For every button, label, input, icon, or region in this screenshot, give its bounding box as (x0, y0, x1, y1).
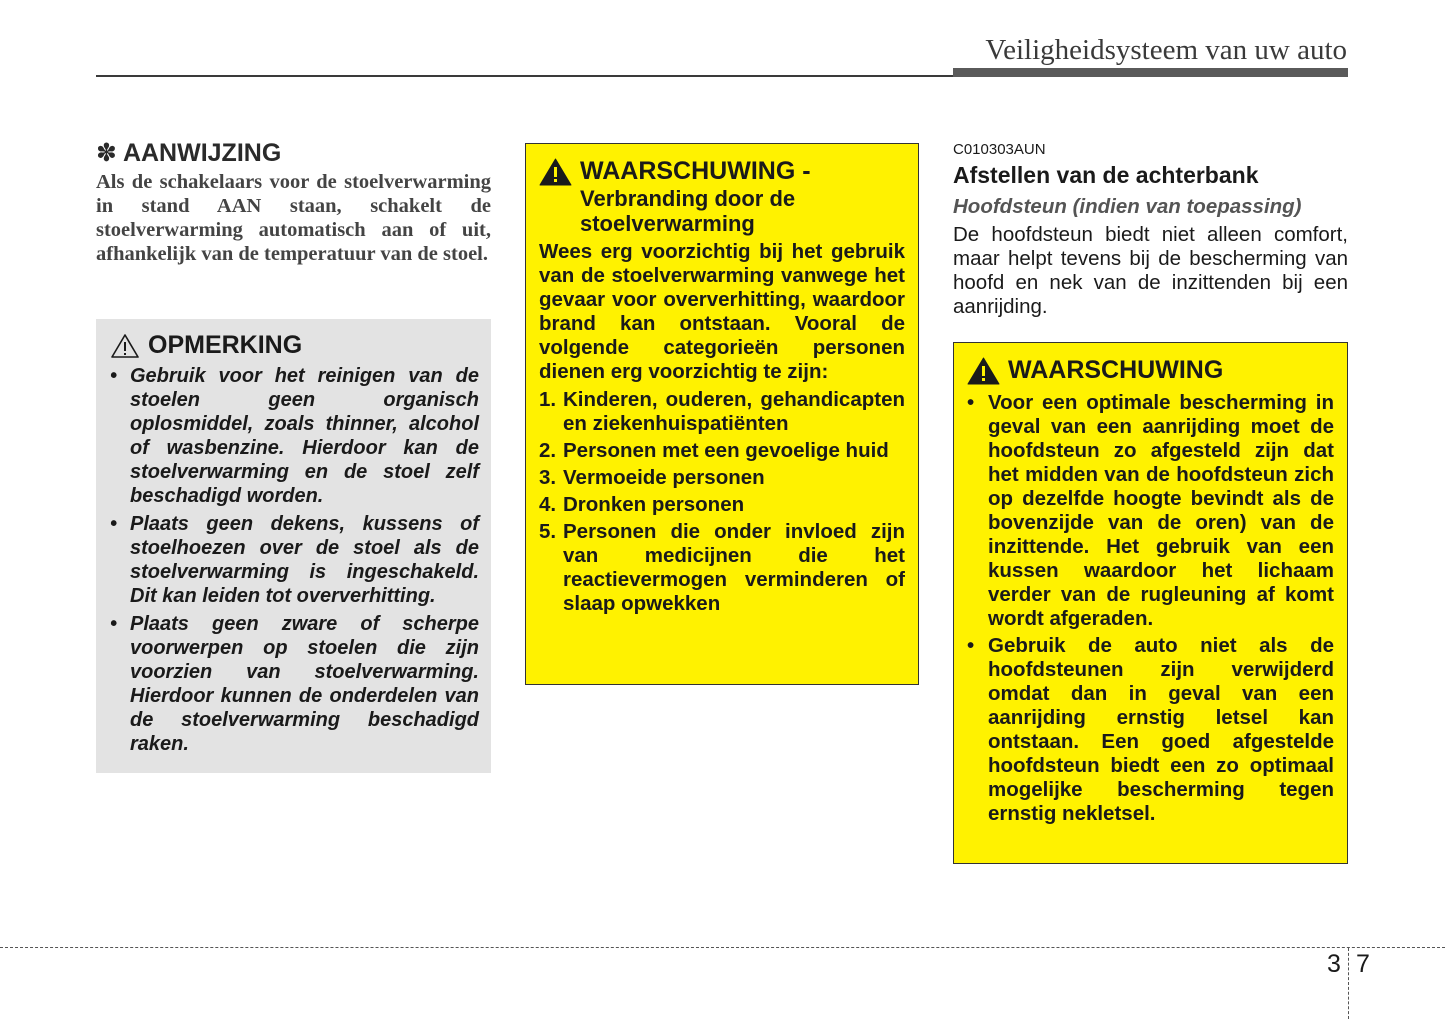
remark-box (96, 319, 491, 773)
list-item-text: Personen die onder invloed zijn van medicijnen die het reactievermogen verminderen of slaap opwekken (563, 520, 905, 615)
list-item-text: Personen met een gevoelige huid (563, 439, 889, 462)
remark-item-text: Plaats geen dekens, kussens of stoelhoezen over de stoel als de stoelverwarming is ingeschakeld. Dit kan leiden tot oververhitting. (130, 513, 479, 607)
list-number: 1. (539, 388, 557, 411)
bullet: • (110, 513, 118, 535)
warning-heading-text: WAARSCHUWING - (580, 157, 811, 185)
list-number: 5. (539, 520, 557, 543)
warning-heading-text: WAARSCHUWING (1008, 356, 1224, 384)
list-number: 4. (539, 493, 557, 516)
list-item-text: Gebruik de auto niet als de hoofdsteunen zijn verwijderd omdat dan in geval van een aanrijding ernstig letsel kan ontstaan. Een goed afgestelde hoofdsteun biedt een zo optimaal mogelijke bescherming tegen ernstig nekletsel. (988, 634, 1334, 825)
remark-item (110, 612, 479, 756)
warning-bullet-list (967, 391, 1334, 826)
note-star-icon: ✽ (96, 139, 117, 167)
list-item (539, 439, 905, 463)
warning-box-burn (525, 143, 919, 685)
list-item-text: Vermoeide personen (563, 466, 765, 489)
list-item (967, 634, 1334, 826)
remark-item (110, 364, 479, 508)
list-number: 3. (539, 466, 557, 489)
warning-body: Wees erg voorzichtig bij het gebruik van de stoelverwarming vanwege het gevaar voor oververhitting, waardoor brand kan ontstaan. Vooral de volgende categorieën personen dienen erg voorzichtig te zijn: (539, 240, 905, 383)
note-heading (96, 138, 281, 168)
bullet: • (110, 613, 118, 635)
remark-item-text: Gebruik voor het reinigen van de stoelen geen organisch oplosmiddel, zoals thinner, alcohol of wasbenzine. Hierdoor kan de stoelverwarming en de stoel zelf beschadigd worden. (130, 365, 479, 507)
remark-item (110, 512, 479, 608)
header-title: Veiligheidsysteem van uw auto (985, 34, 1347, 66)
warning-icon (539, 158, 572, 186)
note-heading-text: AANWIJZING (122, 139, 282, 167)
remark-item-text: Plaats geen zware of scherpe voorwerpen op stoelen die zijn voorzien van stoelverwarming. Hierdoor kunnen de onderdelen van de stoelverwarming beschadigd raken. (130, 613, 479, 755)
remark-list (110, 364, 479, 756)
warning-subheading: stoelverwarming (580, 211, 755, 236)
bullet: • (967, 391, 975, 414)
warning-numbered-list (539, 388, 905, 616)
list-item (539, 493, 905, 517)
caution-outline-icon (110, 333, 140, 359)
list-item (539, 520, 905, 616)
warning-icon (967, 357, 1000, 385)
bullet: • (967, 634, 975, 657)
header-rule-accent (953, 68, 1348, 77)
page-number: 7 (1356, 950, 1370, 978)
list-item (539, 388, 905, 436)
chapter-number: 3 (1327, 950, 1341, 978)
footer-page-divider (1348, 948, 1349, 1019)
remark-heading-text: OPMERKING (148, 331, 303, 359)
warning-heading (967, 357, 1334, 385)
list-number: 2. (539, 439, 557, 462)
warning-subheading: Verbranding door de (580, 186, 796, 211)
section-subtitle: Hoofdsteun (indien van toepassing) (953, 195, 1302, 218)
section-body: De hoofdsteun biedt niet alleen comfort, maar helpt tevens bij de bescherming van hoofd en nek van de inzittenden bij een aanrijding. (953, 223, 1348, 318)
list-item-text: Voor een optimale bescherming in geval van een aanrijding moet de hoofdsteun zo afgesteld zijn dat het midden van de hoofdsteun zich op dezelfde hoogte bevindt als de bovenzijde van de oren) van de inzittende. Het gebruik van een kussen waardoor het lichaam verder van de rugleuning af komt wordt afgeraden. (988, 391, 1334, 630)
footer-divider (0, 947, 1445, 948)
section-title: Afstellen van de achterbank (953, 162, 1259, 188)
section-code: C010303AUN (953, 141, 1046, 158)
remark-heading (110, 331, 479, 360)
note-body: Als de schakelaars voor de stoelverwarming in stand AAN staan, schakelt de stoelverwarming automatisch aan of uit, afhankelijk van de temperatuur van de stoel. (96, 171, 491, 265)
list-item (967, 391, 1334, 631)
list-item-text: Dronken personen (563, 493, 745, 516)
warning-heading (539, 158, 905, 186)
bullet: • (110, 365, 118, 387)
list-item-text: Kinderen, ouderen, gehandicapten en ziekenhuispatiënten (563, 388, 905, 435)
list-item (539, 466, 905, 490)
warning-box-headrest (953, 342, 1348, 864)
